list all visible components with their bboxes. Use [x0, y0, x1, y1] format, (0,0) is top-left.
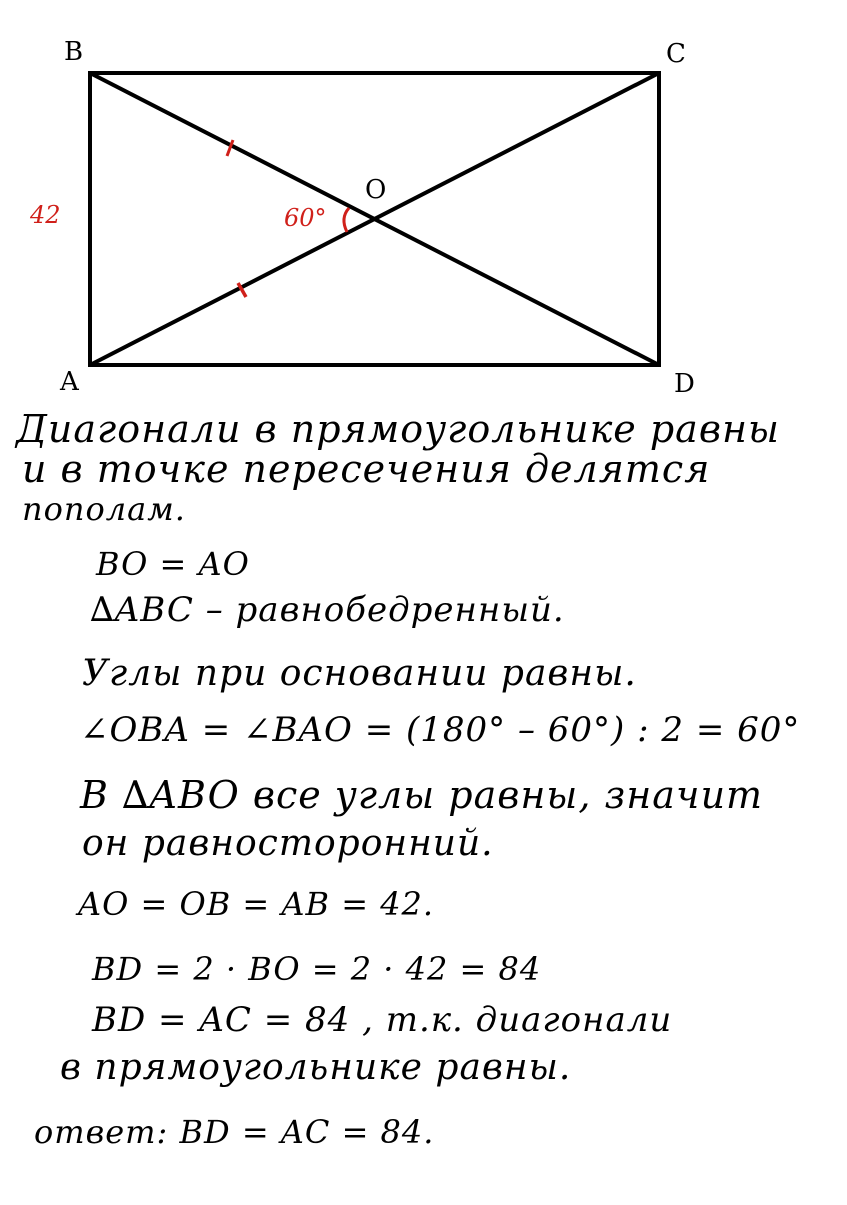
solution-line-11: BD = 2 · BO = 2 · 42 = 84 [92, 950, 542, 988]
vertex-label-b: B [64, 37, 84, 67]
solution-line-5: ∆ABC – равнобедренный. [90, 590, 565, 630]
vertex-label-d: D [674, 369, 695, 395]
vertex-label-o: O [365, 175, 387, 205]
solution-line-12: BD = AC = 84 , т.к. диагонали [92, 1000, 673, 1040]
solution-line-6: Углы при основании равны. [82, 653, 637, 694]
solution-line-13: в прямоугольнике равны. [60, 1047, 572, 1088]
angle-arc-aob [344, 208, 349, 232]
angle-label: 60° [284, 204, 327, 232]
vertex-label-a: A [60, 367, 79, 395]
vertex-label-c: C [666, 39, 686, 69]
solution-line-3: пополам. [22, 490, 186, 528]
solution-line-10: AO = OB = AB = 42. [78, 885, 435, 923]
solution-line-1: Диагонали в прямоугольнике равны [16, 407, 780, 451]
solution-line-9: он равносторонний. [82, 823, 494, 864]
solution-line-4: BO = AO [96, 545, 250, 583]
solution-line-7: ∠OBA = ∠BAO = (180° – 60°) : 2 = 60° [80, 710, 801, 750]
solution-line-2: и в точке пересечения делятся [22, 447, 711, 491]
solution-line-8: В ∆ABO все углы равны, значит [80, 773, 764, 817]
solution-line-14: ответ: BD = AC = 84. [34, 1113, 435, 1151]
rectangle-diagram [0, 0, 847, 395]
side-length-label: 42 [30, 201, 61, 229]
